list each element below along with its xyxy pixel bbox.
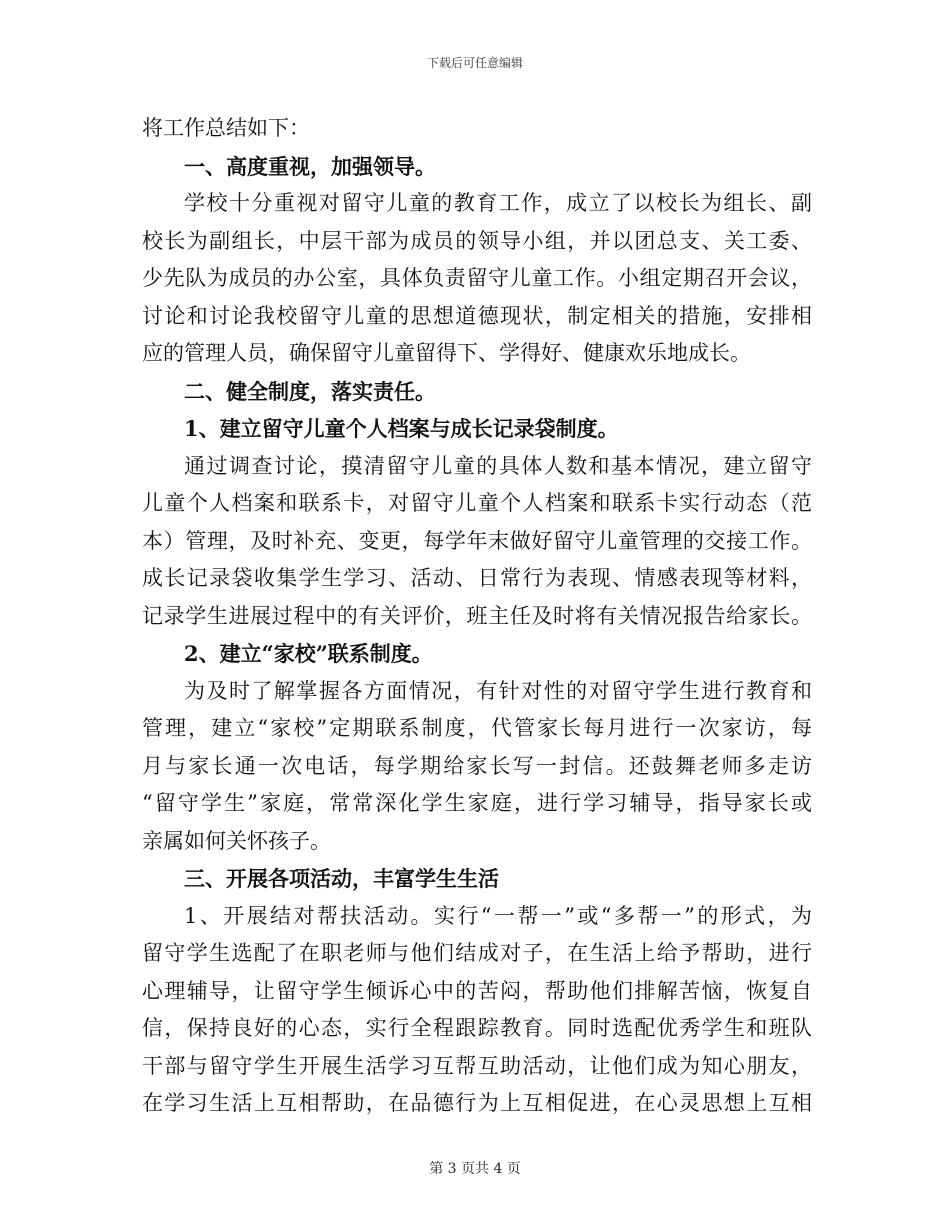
body-line: 记录学生进展过程中的有关评价，班主任及时将有关情况报告给家长。 [142, 603, 812, 628]
section-heading: 二、健全制度，落实责任。 [184, 378, 436, 404]
section-heading: 一、高度重视，加强领导。 [184, 153, 436, 179]
body-line: 学校十分重视对留守儿童的教育工作，成立了以校长为组长、副 [184, 191, 812, 215]
document-body [142, 110, 812, 1123]
body-line: 成长记录袋收集学生学习、活动、日常行为表现、情感表现等材料， [142, 566, 812, 590]
body-line: 信，保持良好的心态，实行全程跟踪教育。同时选配优秀学生和班队 [142, 1016, 812, 1040]
subsection-heading: 2、建立“家校”联系制度。 [184, 641, 433, 666]
body-line: 留守学生选配了在职老师与他们结成对子，在生活上给予帮助，进行 [142, 941, 812, 965]
body-line: 将工作总结如下： [142, 116, 310, 140]
body-line: “留守学生”家庭，常常深化学生家庭，进行学习辅导，指导家长或 [142, 791, 812, 815]
body-line: 为及时了解掌握各方面情况，有针对性的对留守学生进行教育和 [184, 678, 812, 703]
body-line: 月与家长通一次电话，每学期给家长写一封信。还鼓舞老师多走访 [142, 753, 812, 778]
body-line: 儿童个人档案和联系卡，对留守儿童个人档案和联系卡实行动态（范 [142, 491, 812, 515]
subsection-heading: 1、建立留守儿童个人档案与成长记录袋制度。 [184, 416, 619, 441]
body-line: 少先队为成员的办公室，具体负责留守儿童工作。小组定期召开会议， [142, 266, 812, 290]
body-line: 管理，建立“家校”定期联系制度，代管家长每月进行一次家访，每 [142, 716, 812, 740]
body-line: 校长为副组长，中层干部为成员的领导小组，并以团总支、关工委、 [142, 228, 812, 253]
page-header: 下载后可任意编辑 [426, 56, 523, 70]
body-line: 亲属如何关怀孩子。 [142, 828, 331, 853]
body-line: 应的管理人员，确保留守儿童留得下、学得好、健康欢乐地成长。 [142, 341, 751, 365]
body-line: 通过调查讨论，摸清留守儿童的具体人数和基本情况，建立留守 [184, 453, 812, 478]
page-number-footer: 第 3 页共 4 页 [429, 1161, 521, 1177]
body-line: 1、开展结对帮扶活动。实行“一帮一”或“多帮一”的形式，为 [184, 903, 812, 928]
body-line: 干部与留守学生开展生活学习互帮互助活动，让他们成为知心朋友， [142, 1053, 812, 1078]
section-heading: 三、开展各项活动，丰富学生生活 [184, 866, 499, 891]
body-line: 心理辅导，让留守学生倾诉心中的苦闷，帮助他们排解苦恼，恢复自 [142, 978, 812, 1003]
body-line: 讨论和讨论我校留守儿童的思想道德现状，制定相关的措施，安排相 [142, 303, 812, 328]
body-line: 在学习生活上互相帮助，在品德行为上互相促进，在心灵思想上互相 [142, 1091, 812, 1115]
body-line: 本）管理，及时补充、变更，每学年末做好留守儿童管理的交接工作。 [142, 528, 812, 553]
